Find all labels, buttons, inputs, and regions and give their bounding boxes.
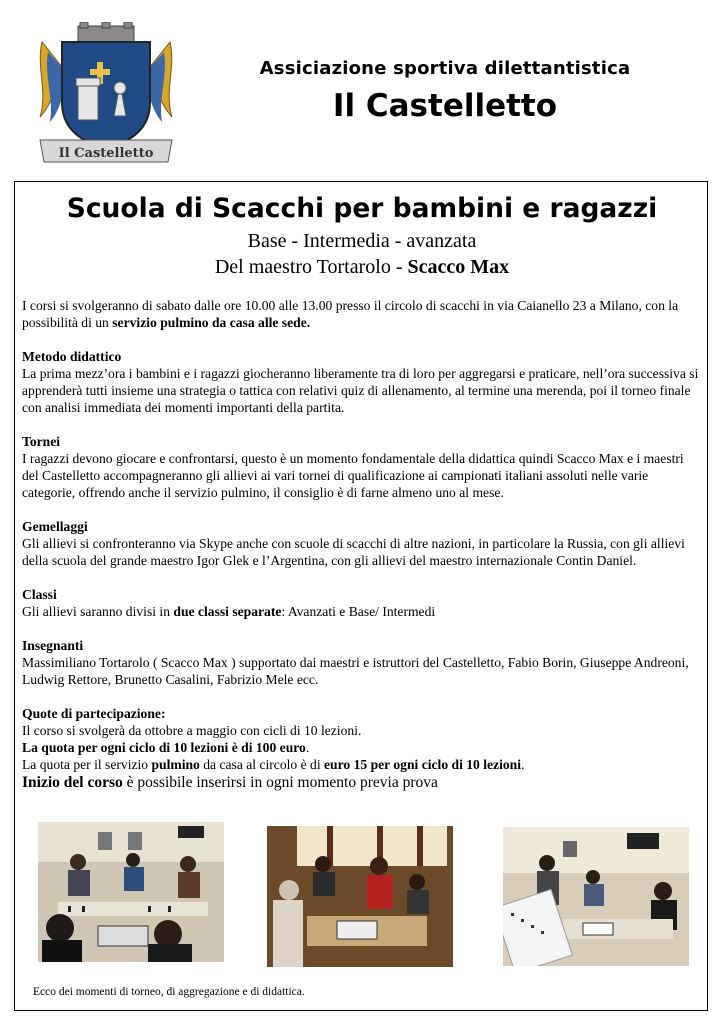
section-heading-quote: Quote di partecipazione: bbox=[22, 706, 166, 721]
photo-tournament bbox=[38, 822, 224, 962]
section-heading-classi: Classi bbox=[22, 587, 57, 602]
association-title: Il Castelletto bbox=[332, 88, 558, 124]
course-teacher: Del maestro Tortarolo - Scacco Max bbox=[214, 256, 510, 278]
section-heading-insegnanti: Insegnanti bbox=[22, 638, 84, 653]
quote-line-bus: La quota per il servizio pulmino da casa al circolo è di euro 15 per ogni ciclo di 10 lezioni. bbox=[22, 757, 525, 772]
photo-caption: Ecco dei momenti di torneo, di aggregazione e di didattica. bbox=[33, 986, 305, 998]
quote-line-duration: Il corso si svolgerà da ottobre a maggio con cicli di 10 lezioni. bbox=[22, 723, 362, 738]
section-heading-gemellaggi: Gemellaggi bbox=[22, 519, 88, 534]
club-logo bbox=[34, 22, 178, 164]
section-text-classi: Gli allievi saranno divisi in due classi separate: Avanzati e Base/ Intermedi bbox=[22, 604, 436, 619]
course-title: Scuola di Scacchi per bambini e ragazzi bbox=[66, 193, 658, 224]
section-text-tornei: I ragazzi devono giocare e confrontarsi, questo è un momento fondamentale della didattica quindi Scacco Max e i maestri del Castelletto accompagneranno gli allievi ai vari tornei di qualificazione ai campionati italiani assoluti nelle varie categorie, offrendo anche il servizio pulmino, il consiglio è di farne almeno uno al mese. bbox=[22, 451, 684, 500]
photo-aggregation bbox=[267, 826, 453, 967]
logo-banner-text: Il Castelletto bbox=[58, 146, 154, 161]
course-description bbox=[22, 297, 700, 792]
course-levels: Base - Intermedia - avanzata bbox=[247, 230, 477, 252]
section-text-gemellaggi: Gli allievi si confronteranno via Skype anche con scuole di scacchi di altre nazioni, in particolare la Russia, con gli allievi della scuola del grande maestro Igor Glek e l’Argentina, con gli allievi del maestro internazionale Contin Daniel. bbox=[22, 536, 685, 568]
section-heading-metodo: Metodo didattico bbox=[22, 349, 122, 364]
photo-teaching bbox=[503, 827, 689, 966]
teacher-nickname: Scacco Max bbox=[407, 256, 510, 278]
section-text-metodo: La prima mezz’ora i bambini e i ragazzi giocheranno liberamente tra di loro per aggregarsi e praticare, nell’ora successiva si apprenderà tutti insieme una strategia o tattica con relativi quiz di allenamento, al termine una merenda, poi il torneo finale con analisi immediata dei momenti importanti della partita. bbox=[22, 366, 699, 415]
association-subtitle: Assiciazione sportiva dilettantistica bbox=[259, 58, 631, 79]
course-start-line: Inizio del corso è possibile inserirsi in ogni momento previa prova bbox=[22, 774, 438, 791]
quote-line-price: La quota per ogni ciclo di 10 lezioni è di 100 euro. bbox=[22, 740, 310, 755]
section-heading-tornei: Tornei bbox=[22, 434, 61, 449]
section-text-insegnanti: Massimiliano Tortarolo ( Scacco Max ) supportato dai maestri e istruttori del Castelletto, Fabio Borin, Giuseppe Andreoni, Ludwig Rettore, Brunetto Casalini, Fabrizio Mele ecc. bbox=[22, 655, 689, 687]
intro-paragraph: I corsi si svolgeranno di sabato dalle ore 10.00 alle 13.00 presso il circolo di scacchi in via Caianello 23 a Milano, con la possibilità di un servizio pulmino da casa alle sede. bbox=[22, 298, 679, 330]
